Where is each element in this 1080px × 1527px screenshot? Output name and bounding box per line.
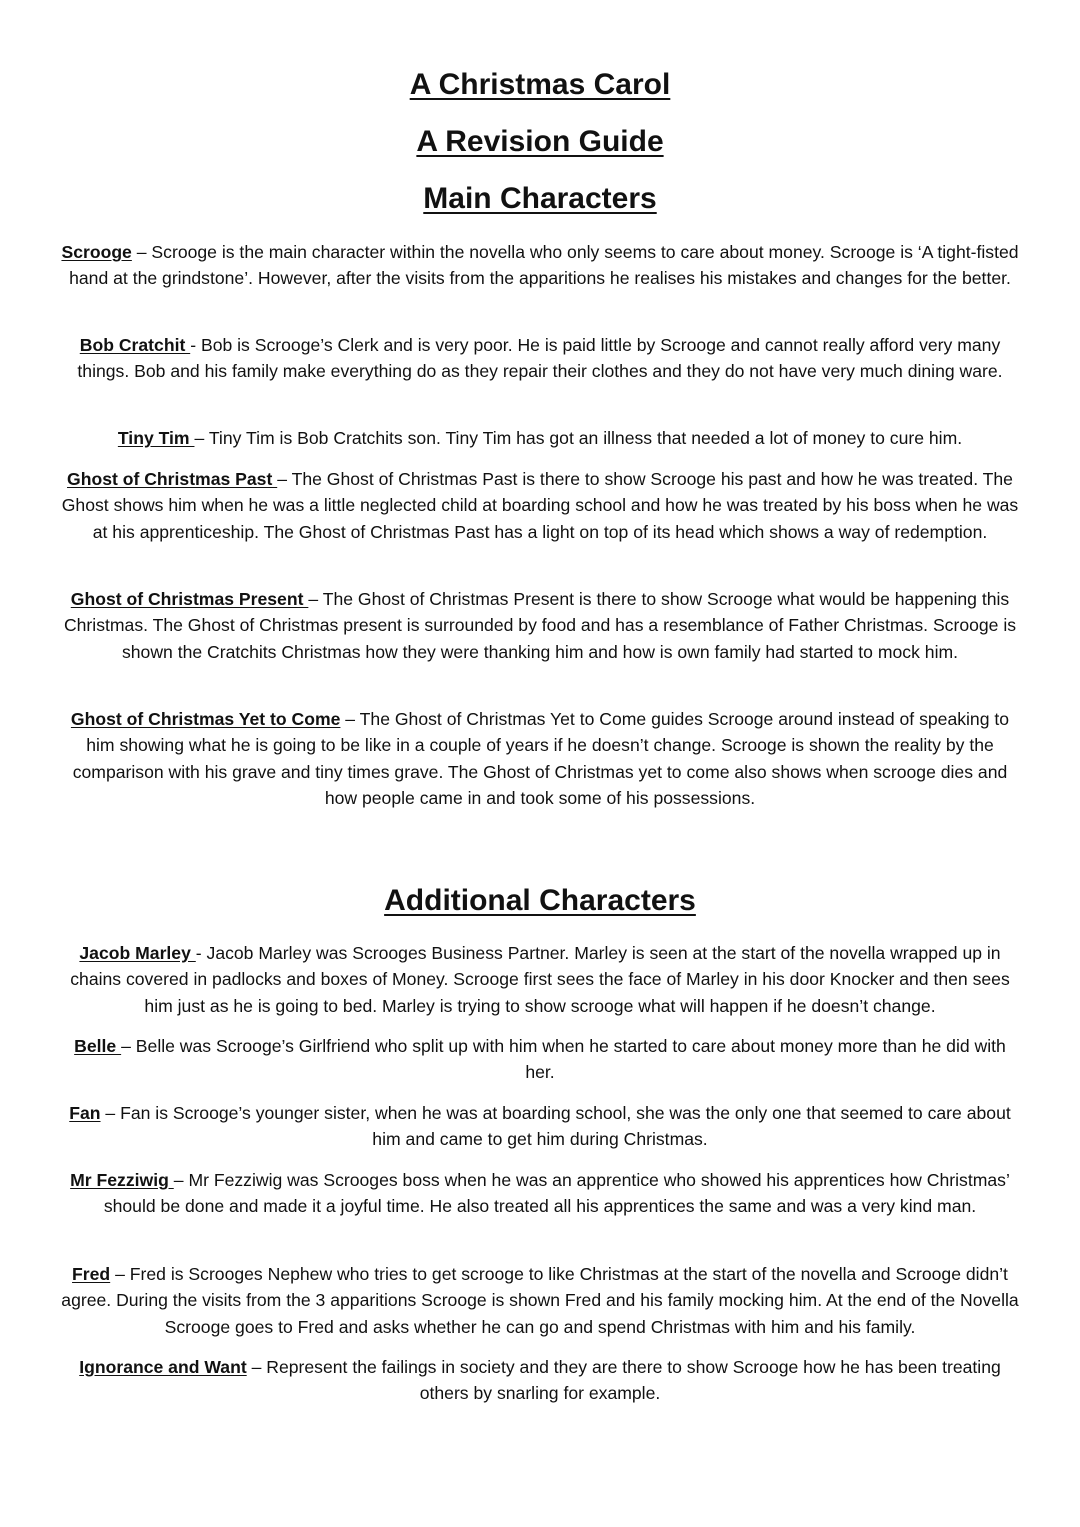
character-name: Bob Cratchit bbox=[79, 335, 191, 355]
character-description: Belle was Scrooge’s Girlfriend who split up with him when he started to care about money more than he did with her. bbox=[135, 1036, 1006, 1083]
character-name: Ignorance and Want bbox=[79, 1357, 247, 1377]
character-entry-scrooge bbox=[60, 239, 1020, 292]
separator: – bbox=[277, 469, 292, 489]
character-entry-ghost-past bbox=[60, 466, 1020, 545]
character-entry-ghost-present bbox=[60, 586, 1020, 665]
separator: – bbox=[340, 709, 360, 729]
separator: – bbox=[110, 1264, 130, 1284]
character-entry-jacob-marley bbox=[60, 940, 1020, 1019]
character-name: Fan bbox=[69, 1103, 101, 1123]
character-description: The Ghost of Christmas Past is there to show Scrooge his past and how he was treated. The Ghost shows him when he was a little neglected child at boarding school and how he was treated by his boss when he was at his apprenticeship. The Ghost of Christmas Past has a light on top of its head which shows a way of redemption. bbox=[61, 469, 1019, 542]
character-description: Tiny Tim is Bob Cratchits son. Tiny Tim has got an illness that needed a lot of money to cure him. bbox=[208, 428, 963, 448]
character-description: Represent the failings in society and they are there to show Scrooge how he has been treating others by snarling for example. bbox=[266, 1357, 1001, 1404]
character-description: Mr Fezziwig was Scrooges boss when he was an apprentice who showed his apprentices how Christmas’ should be done and made it a joyful time. He also treated all his apprentices the same and was a very kind man. bbox=[103, 1170, 1010, 1217]
character-name: Ghost of Christmas Past bbox=[67, 469, 278, 489]
character-name: Ghost of Christmas Yet to Come bbox=[70, 709, 341, 729]
additional-characters-heading: Additional Characters bbox=[384, 884, 696, 917]
main-characters-heading: Main Characters bbox=[423, 182, 657, 215]
character-description: The Ghost of Christmas Yet to Come guides Scrooge around instead of speaking to him showing what he is going to be like in a couple of years if he doesn’t change. Scrooge is shown the reality by the comparison with his grave and tiny times grave. The Ghost of Christmas yet to come also shows when scrooge dies and how people came in and took some of his possessions. bbox=[72, 709, 1010, 808]
character-name: Mr Fezziwig bbox=[70, 1170, 174, 1190]
document-title: A Christmas Carol bbox=[409, 68, 671, 101]
character-description: Fan is Scrooge’s younger sister, when he was at boarding school, she was the only one that seemed to care about him and came to get him during Christmas. bbox=[120, 1103, 1011, 1150]
separator: – bbox=[100, 1103, 121, 1123]
character-entry-fred bbox=[60, 1261, 1020, 1340]
character-description: The Ghost of Christmas Present is there to show Scrooge what would be happening this Christmas. The Ghost of Christmas present is surrounded by food and has a resemblance of Father Christmas. Scrooge is shown the Cratchits Christmas how they were thanking him and how is own family had started to mock him. bbox=[63, 589, 1017, 662]
document-subtitle: A Revision Guide bbox=[416, 125, 664, 158]
character-entry-ignorance-and-want bbox=[60, 1354, 1020, 1407]
separator: - bbox=[195, 943, 207, 963]
character-entry-belle bbox=[60, 1033, 1020, 1086]
character-entry-fan bbox=[60, 1100, 1020, 1153]
character-entry-bob-cratchit bbox=[60, 332, 1020, 385]
separator: – bbox=[131, 242, 152, 262]
separator: – bbox=[173, 1170, 189, 1190]
separator: – bbox=[246, 1357, 267, 1377]
character-name: Jacob Marley bbox=[79, 943, 196, 963]
separator: – bbox=[194, 428, 209, 448]
character-name: Scrooge bbox=[61, 242, 132, 262]
character-description: Fred is Scrooges Nephew who tries to get scrooge to like Christmas at the start of the novella and Scrooge didn’t agree. During the visits from the 3 apparitions Scrooge is shown Fred and his family mocking him. At the end of the Novella Scrooge goes to Fred and asks whether he can go and spend Christmas with him and his family. bbox=[61, 1264, 1019, 1337]
character-description: Jacob Marley was Scrooges Business Partner. Marley is seen at the start of the novella wrapped up in chains covered in padlocks and boxes of Money. Scrooge first sees the face of Marley in his door Knocker and then sees him just as he is going to bed. Marley is trying to show scrooge what will happen if he doesn’t change. bbox=[70, 943, 1010, 1016]
character-name: Ghost of Christmas Present bbox=[70, 589, 309, 609]
character-entry-mr-fezziwig bbox=[60, 1167, 1020, 1220]
character-name: Belle bbox=[74, 1036, 122, 1056]
character-name: Fred bbox=[72, 1264, 111, 1284]
character-entry-ghost-yet-to-come bbox=[60, 706, 1020, 811]
separator: – bbox=[308, 589, 323, 609]
character-entry-tiny-tim bbox=[60, 425, 1020, 451]
character-description: Bob is Scrooge’s Clerk and is very poor. He is paid little by Scrooge and cannot really afford very many things. Bob and his family make everything do as they repair their clothes and they do not have very much dining ware. bbox=[77, 335, 1003, 382]
separator: – bbox=[121, 1036, 136, 1056]
character-name: Tiny Tim bbox=[117, 428, 195, 448]
character-description: Scrooge is the main character within the novella who only seems to care about money. Scrooge is ‘A tight-fisted hand at the grindstone’. However, after the visits from the apparitions he realises his mistakes and changes for the better. bbox=[69, 242, 1019, 289]
separator: - bbox=[190, 335, 201, 355]
